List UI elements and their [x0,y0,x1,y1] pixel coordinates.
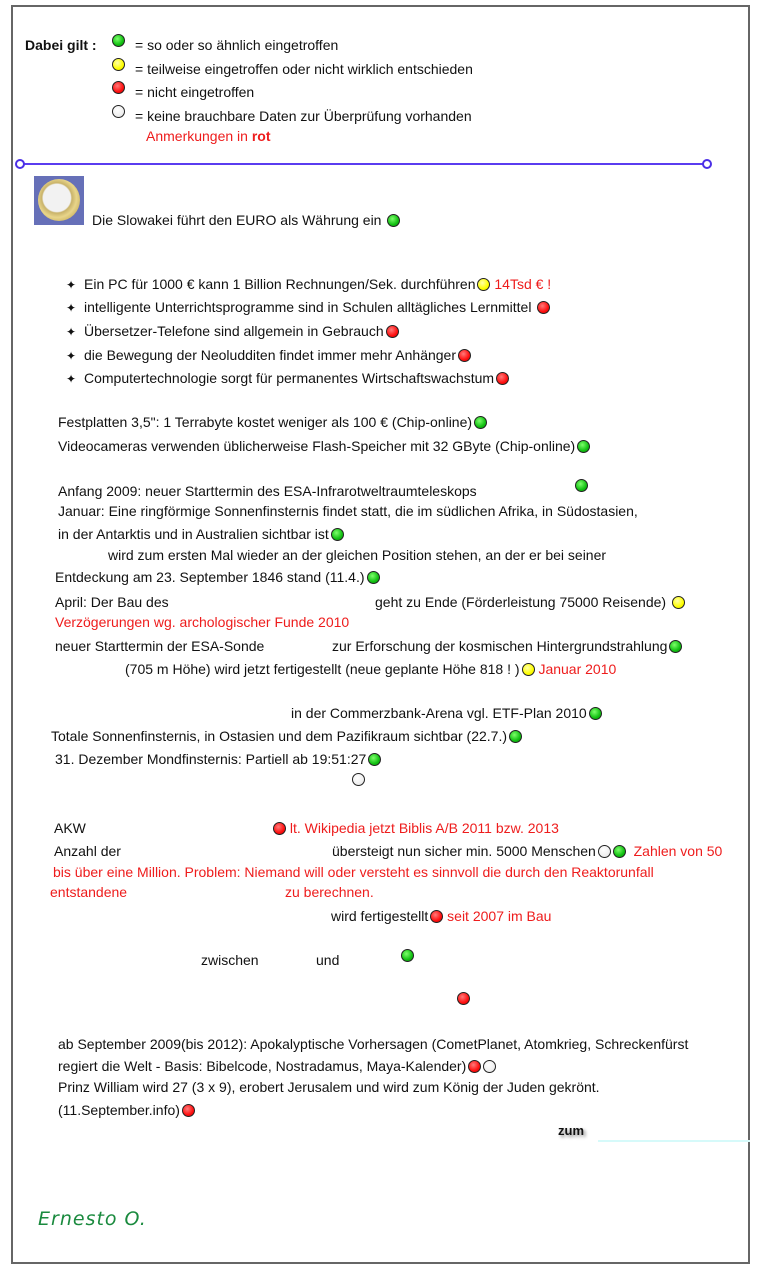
line-text: (11.September.info) [58,1102,180,1118]
info-line [58,1102,195,1118]
fertig-line [331,908,551,924]
anzahl-note-3a: entstandene [50,884,128,900]
star-bullet-icon: ✦ [66,372,77,386]
arena-line [291,705,602,721]
line-text: Festplatten 3,5": 1 Terrabyte kostet weniger als 100 € (Chip-online) [58,414,473,430]
apok-line-2 [58,1058,496,1074]
anzahl-note-2: bis über eine Million. Problem: Niemand will oder versteht es sinnvoll die durch den Reaktorunfall [53,864,654,880]
euro-line [92,212,400,228]
sonde-line-a: neuer Starttermin der ESA-Sonde [55,638,265,654]
position-line-2 [55,569,380,585]
akw-note: lt. Wikipedia jetzt Biblis A/B 2011 bzw. 2013 [289,820,559,836]
red-status-icon [458,349,471,362]
anfang-line: Anfang 2009: neuer Starttermin des ESA-Infrarotweltraumteleskops [58,483,477,499]
line-text: Entdeckung am 23. September 1846 stand (11.4.) [55,569,365,585]
april-line-a: April: Der Bau des [55,594,169,610]
green-status-icon [669,640,682,653]
white-status-icon [112,105,125,118]
legend-note-bold: rot [251,128,271,144]
green-status-icon [589,707,602,720]
white-status-icon [598,845,611,858]
bullet-text: die Bewegung der Neoludditen findet immer mehr Anhänger [84,347,457,363]
zum-link-box[interactable] [598,1124,750,1142]
line-text: regiert die Welt - Basis: Bibelcode, Nostradamus, Maya-Kalender) [58,1058,467,1074]
legend-red-label: = nicht eingetroffen [135,84,255,100]
festplatten-line [58,414,487,430]
red-status-icon [457,992,470,1005]
line-text: 31. Dezember Mondfinsternis: Partiell ab 19:51:27 [55,751,367,767]
star-bullet-icon: ✦ [66,301,77,315]
white-status-icon [483,1060,496,1073]
yellow-status-icon [522,663,535,676]
april-line-b [375,594,685,610]
videocameras-line [58,438,590,454]
legend-note [146,128,271,144]
divider-end-handle [702,159,712,169]
green-status-icon [367,571,380,584]
akw-label: AKW [54,820,86,836]
bullet-item [66,276,551,293]
green-status-icon [577,440,590,453]
bullet-item [66,323,399,340]
line-text: zur Erforschung der kosmischen Hintergrundstrahlung [332,638,668,654]
anzahl-line-a: Anzahl der [54,843,121,859]
prinz-line: Prinz William wird 27 (3 x 9), erobert Jerusalem und wird zum König der Juden gekrönt. [58,1079,600,1095]
green-status-icon [575,479,588,492]
bullet-text: Übersetzer-Telefone sind allgemein in Gebrauch [84,323,384,339]
legend-white-label: = keine brauchbare Daten zur Überprüfung vorhanden [135,108,472,124]
divider-line [19,163,707,165]
red-status-icon [430,910,443,923]
green-status-icon [613,845,626,858]
red-status-icon [386,325,399,338]
bullet-note: 14Tsd € ! [494,276,552,292]
bullet-item [66,370,509,387]
bullet-item [66,347,471,364]
legend-yellow-label: = teilweise eingetroffen oder nicht wirklich entschieden [135,61,473,77]
euro-text: Die Slowakei führt den EURO als Währung ein [92,212,382,228]
white-status-icon [352,773,365,786]
green-status-icon [401,949,414,962]
line-text: Videocameras verwenden üblicherweise Flash-Speicher mit 32 GByte (Chip-online) [58,438,576,454]
akw-line [271,820,559,836]
green-status-icon [112,34,125,47]
star-bullet-icon: ✦ [66,325,77,339]
line-text: wird fertigestellt [331,908,429,924]
green-status-icon [387,214,400,227]
und-label: und [316,952,340,968]
zum-label: zum [558,1123,584,1138]
fertig-note: seit 2007 im Bau [447,908,552,924]
signature: Ernesto O. [38,1208,147,1230]
legend-note-prefix: Anmerkungen in [146,128,252,144]
yellow-status-icon [672,596,685,609]
bullet-text: Computertechnologie sorgt für permanentes Wirtschaftswachstum [84,370,495,386]
red-status-icon [468,1060,481,1073]
line-text: in der Commerzbank-Arena vgl. ETF-Plan 2010 [291,705,587,721]
green-status-icon [331,528,344,541]
yellow-status-icon [112,58,125,71]
euro-coin-icon [34,176,84,225]
hoehe-line [125,661,616,677]
divider-start-handle [15,159,25,169]
bullet-text: Ein PC für 1000 € kann 1 Billion Rechnungen/Sek. durchführen [84,276,476,292]
red-status-icon [537,301,550,314]
anzahl-note-3b: zu berechnen. [285,884,374,900]
green-status-icon [368,753,381,766]
line-text: übersteigt nun sicher min. 5000 Menschen [332,843,596,859]
hoehe-note: Januar 2010 [538,661,617,677]
legend-title: Dabei gilt : [25,37,97,53]
star-bullet-icon: ✦ [66,349,77,363]
anzahl-line-b [332,843,722,859]
red-status-icon [496,372,509,385]
red-status-icon [182,1104,195,1117]
star-bullet-icon: ✦ [66,278,77,292]
green-status-icon [474,416,487,429]
legend-green-label: = so oder so ähnlich eingetroffen [135,37,339,53]
anzahl-note: Zahlen von 50 [633,843,723,859]
page-frame [11,5,750,1264]
april-note: Verzögerungen wg. archologischer Funde 2010 [55,614,350,630]
apok-line-1: ab September 2009(bis 2012): Apokalyptische Vorhersagen (CometPlanet, Atomkrieg, Schreckenfürst [58,1036,689,1052]
line-text: (705 m Höhe) wird jetzt fertigestellt (neue geplante Höhe 818 ! ) [125,661,520,677]
totale-line [51,728,522,744]
line-text: geht zu Ende (Förderleistung 75000 Reisende) [375,594,667,610]
sonde-line-b [332,638,682,654]
line-text: in der Antarktis und in Australien sichtbar ist [58,526,329,542]
green-status-icon [509,730,522,743]
bullet-text: intelligente Unterrichtsprogramme sind in Schulen alltägliches Lernmittel [84,299,532,315]
line-text: Totale Sonnenfinsternis, in Ostasien und dem Pazifikraum sichtbar (22.7.) [51,728,508,744]
yellow-status-icon [477,278,490,291]
red-status-icon [112,81,125,94]
januar-line-1: Januar: Eine ringförmige Sonnenfinsternis findet statt, die im südlichen Afrika, in Südostasien, [58,503,638,519]
position-line-1: wird zum ersten Mal wieder an der gleichen Position stehen, an der er bei seiner [108,547,607,563]
zwischen-label: zwischen [201,952,259,968]
dezember-line [55,751,381,767]
bullet-item [66,299,550,316]
red-status-icon [273,822,286,835]
januar-line-2 [58,526,344,542]
